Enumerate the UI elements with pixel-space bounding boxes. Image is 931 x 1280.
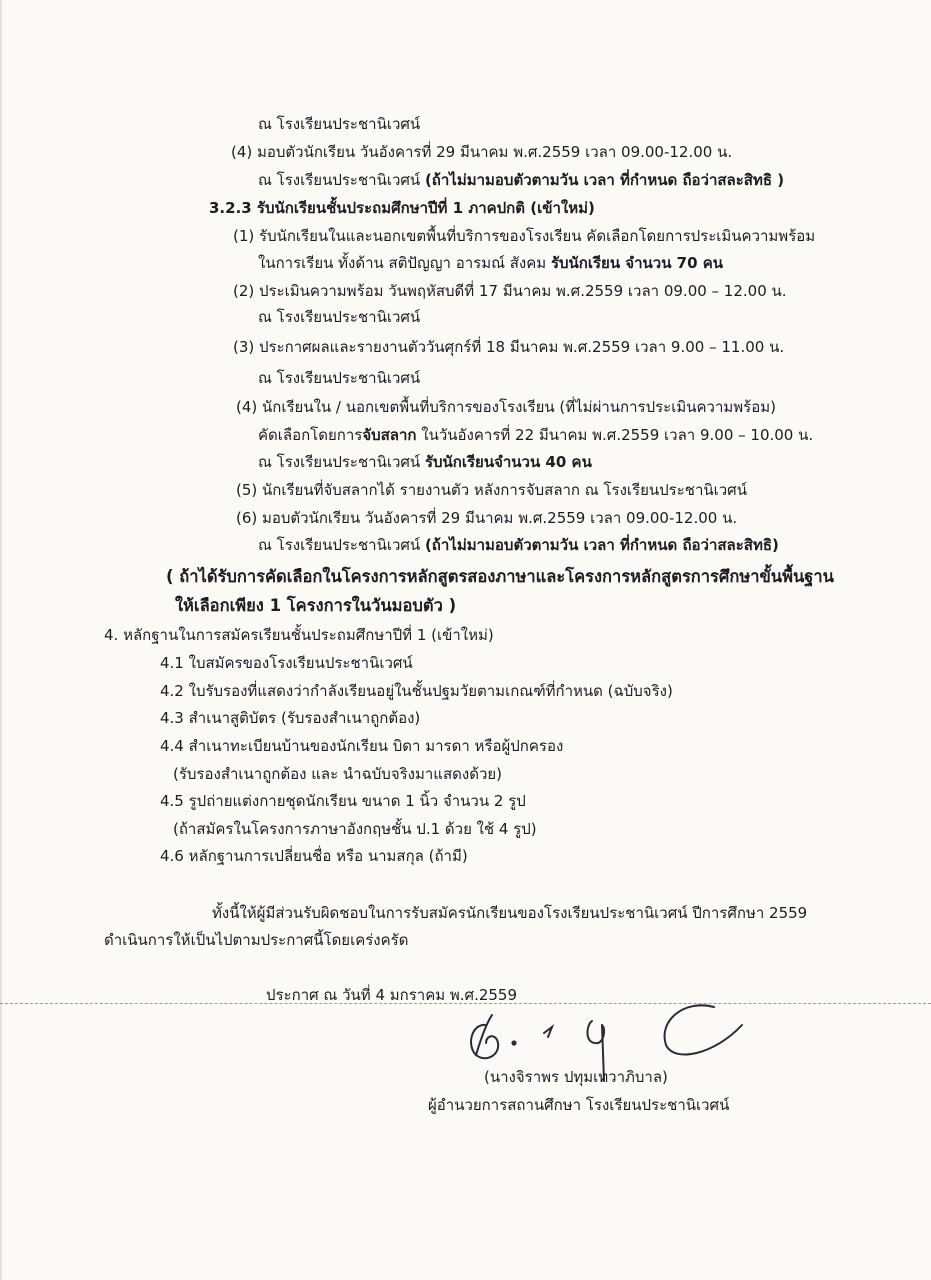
- text-line: (2) ประเมินความพร้อม วันพฤหัสบดีที่ 17 มีนาคม พ.ศ.2559 เวลา 09.00 – 12.00 น.: [233, 282, 787, 300]
- text-line: (6) มอบตัวนักเรียน วันอังคารที่ 29 มีนาคม พ.ศ.2559 เวลา 09.00-12.00 น.: [236, 509, 738, 527]
- signer-title: ผู้อำนวยการสถานศึกษา โรงเรียนประชานิเวศน์: [428, 1096, 730, 1114]
- list-item: 4.1 ใบสมัครของโรงเรียนประชานิเวศน์: [160, 654, 413, 672]
- list-item: 4.4 สำเนาทะเบียนบ้านของนักเรียน บิดา มารดา หรือผู้ปกครอง: [160, 737, 564, 755]
- list-item: 4.6 หลักฐานการเปลี่ยนชื่อ หรือ นามสกุล (ถ้ามี): [160, 847, 468, 865]
- scan-edge: [0, 0, 3, 1280]
- text-line: [258, 253, 723, 273]
- list-item: 4.5 รูปถ่ายแต่งกายชุดนักเรียน ขนาด 1 นิ้ว จำนวน 2 รูป: [160, 792, 526, 810]
- list-item-continuation: (รับรองสำเนาถูกต้อง และ นำฉบับจริงมาแสดงด้วย): [173, 765, 503, 783]
- list-item: 4.3 สำเนาสูติบัตร (รับรองสำเนาถูกต้อง): [160, 709, 421, 727]
- text-line: [258, 170, 784, 190]
- section-heading: 3.2.3 รับนักเรียนชั้นประถมศึกษาปีที่ 1 ภาคปกติ (เข้าใหม่): [209, 199, 595, 217]
- text-line: (3) ประกาศผลและรายงานตัววันศุกร์ที่ 18 มีนาคม พ.ศ.2559 เวลา 9.00 – 11.00 น.: [233, 338, 785, 356]
- text-line: ณ โรงเรียนประชานิเวศน์: [258, 369, 421, 387]
- text-line: [258, 425, 813, 445]
- text-segment-bold: รับนักเรียน จำนวน 70 คน: [550, 254, 724, 272]
- text-segment: ณ โรงเรียนประชานิเวศน์: [258, 171, 425, 189]
- section-heading: 4. หลักฐานในการสมัครเรียนชั้นประถมศึกษาปีที่ 1 (เข้าใหม่): [104, 626, 494, 644]
- text-segment: ณ โรงเรียนประชานิเวศน์: [258, 536, 425, 554]
- text-segment: ในการเรียน ทั้งด้าน สติปัญญา อารมณ์ สังคม: [258, 254, 551, 272]
- text-segment-bold: รับนักเรียนจำนวน 40 คน: [424, 453, 592, 471]
- text-line: [258, 452, 592, 472]
- text-segment-bold: (ถ้าไม่มามอบตัวตามวัน เวลา ที่กำหนด ถือว่าสละสิทธิ): [424, 536, 779, 554]
- signer-name: (นางจิราพร ปทุมเทวาภิบาล): [484, 1068, 668, 1086]
- list-item-continuation: (ถ้าสมัครในโครงการภาษาอังกฤษชั้น ป.1 ด้วย ใช้ 4 รูป): [173, 820, 537, 838]
- text-segment: ในวันอังคารที่ 22 มีนาคม พ.ศ.2559 เวลา 9.00 – 10.00 น.: [416, 426, 814, 444]
- text-line: [258, 535, 779, 555]
- text-line: (1) รับนักเรียนในและนอกเขตพื้นที่บริการของโรงเรียน คัดเลือกโดยการประเมินความพร้อม: [233, 227, 816, 245]
- text-segment-bold: จับสลาก: [362, 426, 417, 444]
- text-segment-bold: (ถ้าไม่มามอบตัวตามวัน เวลา ที่กำหนด ถือว่าสละสิทธิ ): [424, 171, 785, 189]
- text-segment: คัดเลือกโดยการ: [258, 426, 363, 444]
- note-line-bold: ให้เลือกเพียง 1 โครงการในวันมอบตัว ): [175, 596, 457, 615]
- text-line: (4) มอบตัวนักเรียน วันอังคารที่ 29 มีนาคม พ.ศ.2559 เวลา 09.00-12.00 น.: [231, 143, 733, 161]
- text-line: (4) นักเรียนใน / นอกเขตพื้นที่บริการของโรงเรียน (ที่ไม่ผ่านการประเมินความพร้อม): [236, 398, 776, 416]
- closing-paragraph: ทั้งนี้ให้ผู้มีส่วนรับผิดชอบในการรับสมัครนักเรียนของโรงเรียนประชานิเวศน์ ปีการศึกษา 2559: [212, 904, 808, 922]
- text-line: (5) นักเรียนที่จับสลากได้ รายงานตัว หลังการจับสลาก ณ โรงเรียนประชานิเวศน์: [236, 481, 747, 499]
- text-line: ณ โรงเรียนประชานิเวศน์: [258, 308, 421, 326]
- list-item: 4.2 ใบรับรองที่แสดงว่ากำลังเรียนอยู่ในชั้นปฐมวัยตามเกณฑ์ที่กำหนด (ฉบับจริง): [160, 682, 673, 700]
- note-line-bold: ( ถ้าได้รับการคัดเลือกในโครงการหลักสูตรสองภาษาและโครงการหลักสูตรการศึกษาขั้นพื้นฐาน: [166, 567, 834, 586]
- text-line: ณ โรงเรียนประชานิเวศน์: [258, 115, 421, 133]
- closing-paragraph: ดำเนินการให้เป็นไปตามประกาศนี้โดยเคร่งครัด: [104, 931, 409, 949]
- text-segment: ณ โรงเรียนประชานิเวศน์: [258, 453, 425, 471]
- announcement-date: ประกาศ ณ วันที่ 4 มกราคม พ.ศ.2559: [266, 986, 518, 1004]
